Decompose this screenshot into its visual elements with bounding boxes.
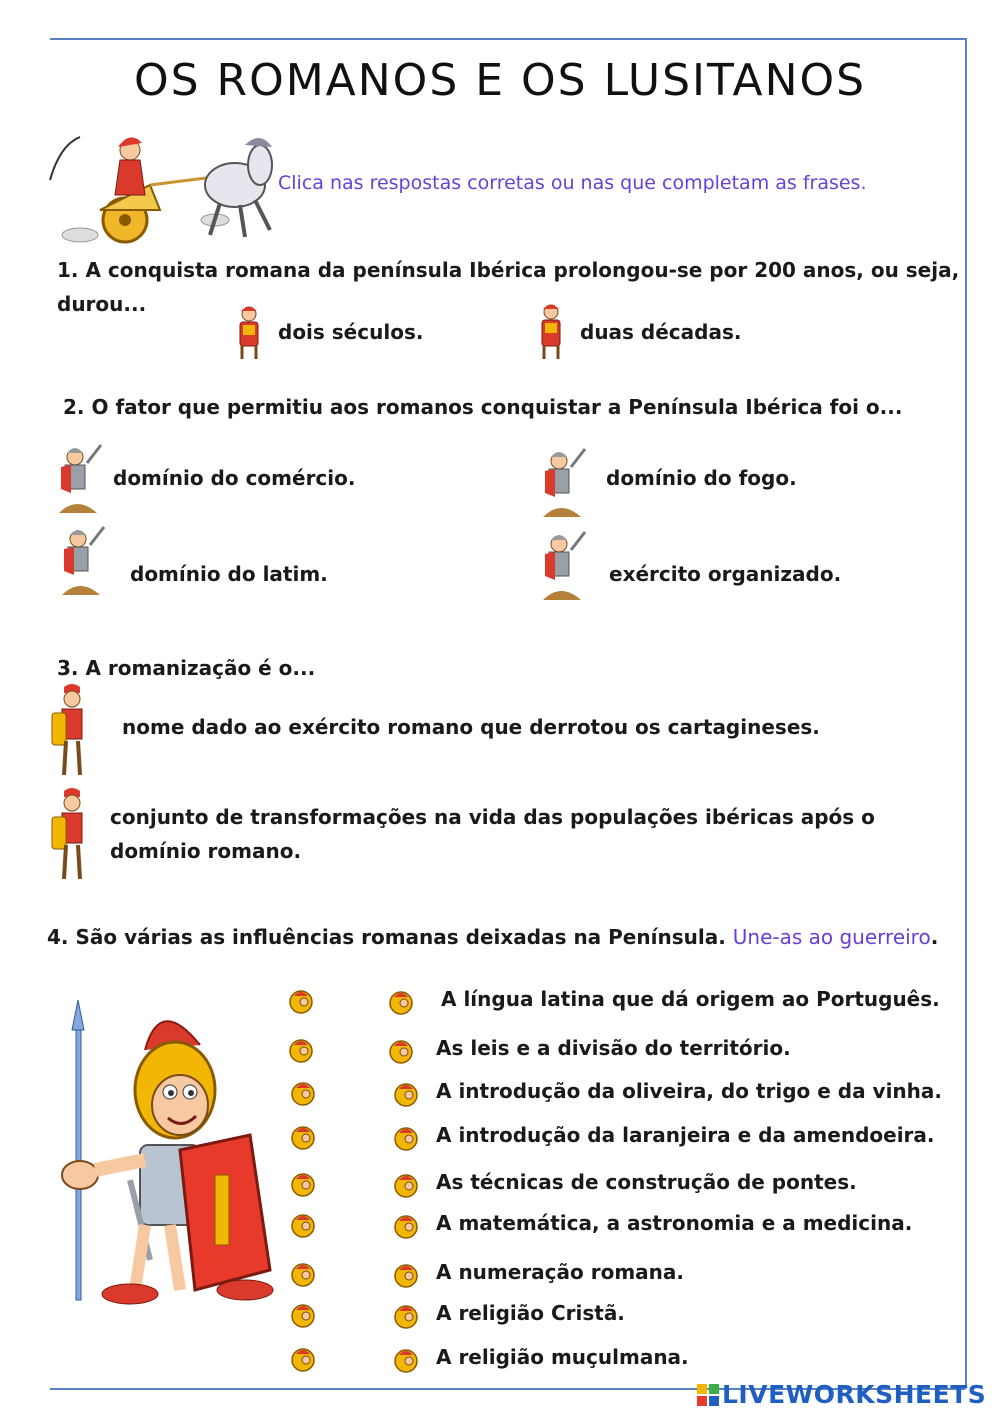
q1-option-duas-decadas[interactable]: duas décadas. [580,320,742,344]
warrior-sword-icon[interactable] [541,447,589,519]
match-dot-right[interactable] [393,1213,419,1239]
question-1-line2: durou... [57,292,147,316]
match-dot-left[interactable] [290,1080,316,1106]
match-dot-left[interactable] [288,1037,314,1063]
match-dot-right[interactable] [388,989,414,1015]
influence-item: A matemática, a astronomia e a medicina. [436,1211,913,1235]
match-dot-left[interactable] [290,1261,316,1287]
influence-item: A língua latina que dá origem ao Português. [441,987,940,1011]
influence-item: As técnicas de construção de pontes. [436,1170,857,1194]
q3-option-transformacoes-line2: domínio romano. [110,839,302,863]
logo-text: LIVEWORKSHEETS [722,1380,987,1409]
match-dot-left[interactable] [290,1124,316,1150]
legionary-icon[interactable] [50,787,94,883]
question-4-period: . [930,925,939,949]
q1-option-dois-seculos[interactable]: dois séculos. [278,320,424,344]
influence-item: A introdução da laranjeira e da amendoeira. [436,1123,935,1147]
match-dot-left[interactable] [290,1346,316,1372]
question-1-line1: 1. A conquista romana da península Ibérica prolongou-se por 200 anos, ou seja, [57,258,960,282]
roman-warrior-illustration [50,1000,290,1310]
match-dot-right[interactable] [393,1172,419,1198]
match-dot-right[interactable] [393,1081,419,1107]
q2-option-comercio[interactable]: domínio do comércio. [113,466,356,490]
chariot-illustration [40,125,280,253]
logo-badge-icon [697,1384,719,1406]
top-border [50,38,965,40]
influence-item: As leis e a divisão do território. [436,1036,791,1060]
influence-item: A religião Cristã. [436,1301,625,1325]
page-title: OS ROMANOS E OS LUSITANOS [133,55,867,106]
question-4-text: 4. São várias as influências romanas deixadas na Península. [47,925,726,949]
match-dot-left[interactable] [290,1212,316,1238]
soldier-icon[interactable] [233,305,265,361]
soldier-icon[interactable] [535,303,567,361]
match-dot-left[interactable] [290,1171,316,1197]
question-4 [47,925,938,949]
warrior-sword-icon[interactable] [57,443,105,515]
q3-option-exercito[interactable]: nome dado ao exército romano que derrotou os cartagineses. [122,715,820,739]
match-dot-right[interactable] [388,1038,414,1064]
q2-option-exercito[interactable]: exército organizado. [609,562,842,586]
q2-option-latim[interactable]: domínio do latim. [130,562,328,586]
match-dot-right[interactable] [393,1303,419,1329]
match-dot-left[interactable] [290,1302,316,1328]
q3-option-transformacoes-line1: conjunto de transformações na vida das populações ibéricas após o [110,805,875,829]
question-3: 3. A romanização é o... [57,656,316,680]
match-dot-right[interactable] [393,1262,419,1288]
influence-item: A introdução da oliveira, do trigo e da vinha. [436,1079,942,1103]
q2-option-fogo[interactable]: domínio do fogo. [606,466,797,490]
q3-option-transformacoes[interactable] [110,805,875,863]
warrior-sword-icon[interactable] [541,530,589,602]
match-dot-left[interactable] [288,988,314,1014]
right-border [965,38,967,1388]
instruction-text: Clica nas respostas corretas ou nas que completam as frases. [278,172,867,194]
influence-item: A religião muçulmana. [436,1345,689,1369]
match-dot-right[interactable] [393,1347,419,1373]
legionary-icon[interactable] [50,683,94,779]
warrior-sword-icon[interactable] [60,525,108,597]
question-4-highlight: Une-as ao guerreiro [732,925,931,949]
liveworksheets-logo [697,1380,986,1409]
match-dot-right[interactable] [393,1125,419,1151]
influence-item: A numeração romana. [436,1260,685,1284]
question-2: 2. O fator que permitiu aos romanos conquistar a Península Ibérica foi o... [63,395,903,419]
